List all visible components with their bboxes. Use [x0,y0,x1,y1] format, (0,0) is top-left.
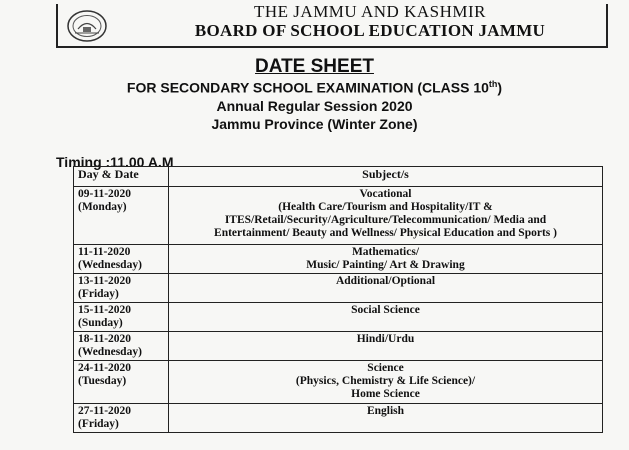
exam-day: (Friday) [78,418,119,430]
subject-line: (Health Care/Tourism and Hospitality/IT & [278,201,493,213]
table-row [74,303,603,332]
header-day-date: Day & Date [74,167,169,187]
exam-date: 09-11-2020 [78,188,132,200]
subject-line: Home Science [351,388,420,400]
table-row [74,332,603,361]
subject-cell [169,332,603,361]
table-row [74,361,603,404]
subject-line: Additional/Optional [335,275,436,287]
date-cell [74,274,169,303]
date-cell [74,332,169,361]
date-cell [74,187,169,245]
table-row [74,187,603,245]
board-name-line1: THE JAMMU AND KASHMIR [254,2,486,21]
subject-line: English [366,405,405,417]
header-subjects: Subject/s [169,167,603,187]
board-name-line2: BOARD OF SCHOOL EDUCATION JAMMU [194,21,546,40]
date-cell [74,303,169,332]
table-row [74,404,603,433]
subject-line: ITES/Retail/Security/Agriculture/Telecommunication/ Media and [224,214,547,226]
exam-date: 18-11-2020 [78,333,132,345]
date-cell [74,404,169,433]
exam-date: 13-11-2020 [78,275,132,287]
subject-cell [169,404,603,433]
table-header-row [74,167,603,187]
table-row [74,274,603,303]
board-logo-icon [66,9,108,43]
province-line: Jammu Province (Winter Zone) [211,116,418,132]
exam-day: (Friday) [78,288,119,300]
page-title: DATE SHEET [255,56,374,77]
table-row [74,245,603,274]
subject-line: (Physics, Chemistry & Life Science)/ [295,375,476,387]
date-cell [74,361,169,404]
timing-label: Timing :11.00 A.M [56,154,174,170]
exam-date: 24-11-2020 [78,362,132,374]
exam-date: 15-11-2020 [78,304,132,316]
subject-line: Science [367,362,404,374]
subject-line: Mathematics/ [351,246,420,258]
exam-day: (Wednesday) [78,259,142,271]
session-line: Annual Regular Session 2020 [216,98,413,114]
exam-day: (Monday) [78,201,127,213]
subject-line: Hindi/Urdu [356,333,415,345]
exam-day: (Tuesday) [78,375,127,387]
date-cell [74,245,169,274]
subject-cell [169,245,603,274]
exam-date: 11-11-2020 [78,246,131,258]
subject-line: Social Science [351,304,420,316]
subject-line: Music/ Painting/ Art & Drawing [306,259,465,271]
subject-cell [169,303,603,332]
subject-line: Vocational [359,188,412,200]
exam-day: (Wednesday) [78,346,142,358]
exam-subtitle: FOR SECONDARY SCHOOL EXAMINATION (CLASS 10th) [126,79,503,96]
subject-cell [169,361,603,404]
exam-date: 27-11-2020 [78,405,132,417]
exam-day: (Sunday) [78,317,123,329]
subject-cell [169,274,603,303]
subject-cell [169,187,603,245]
subject-line: Entertainment/ Beauty and Wellness/ Physical Education and Sports ) [214,227,557,239]
date-sheet-table [73,166,603,433]
